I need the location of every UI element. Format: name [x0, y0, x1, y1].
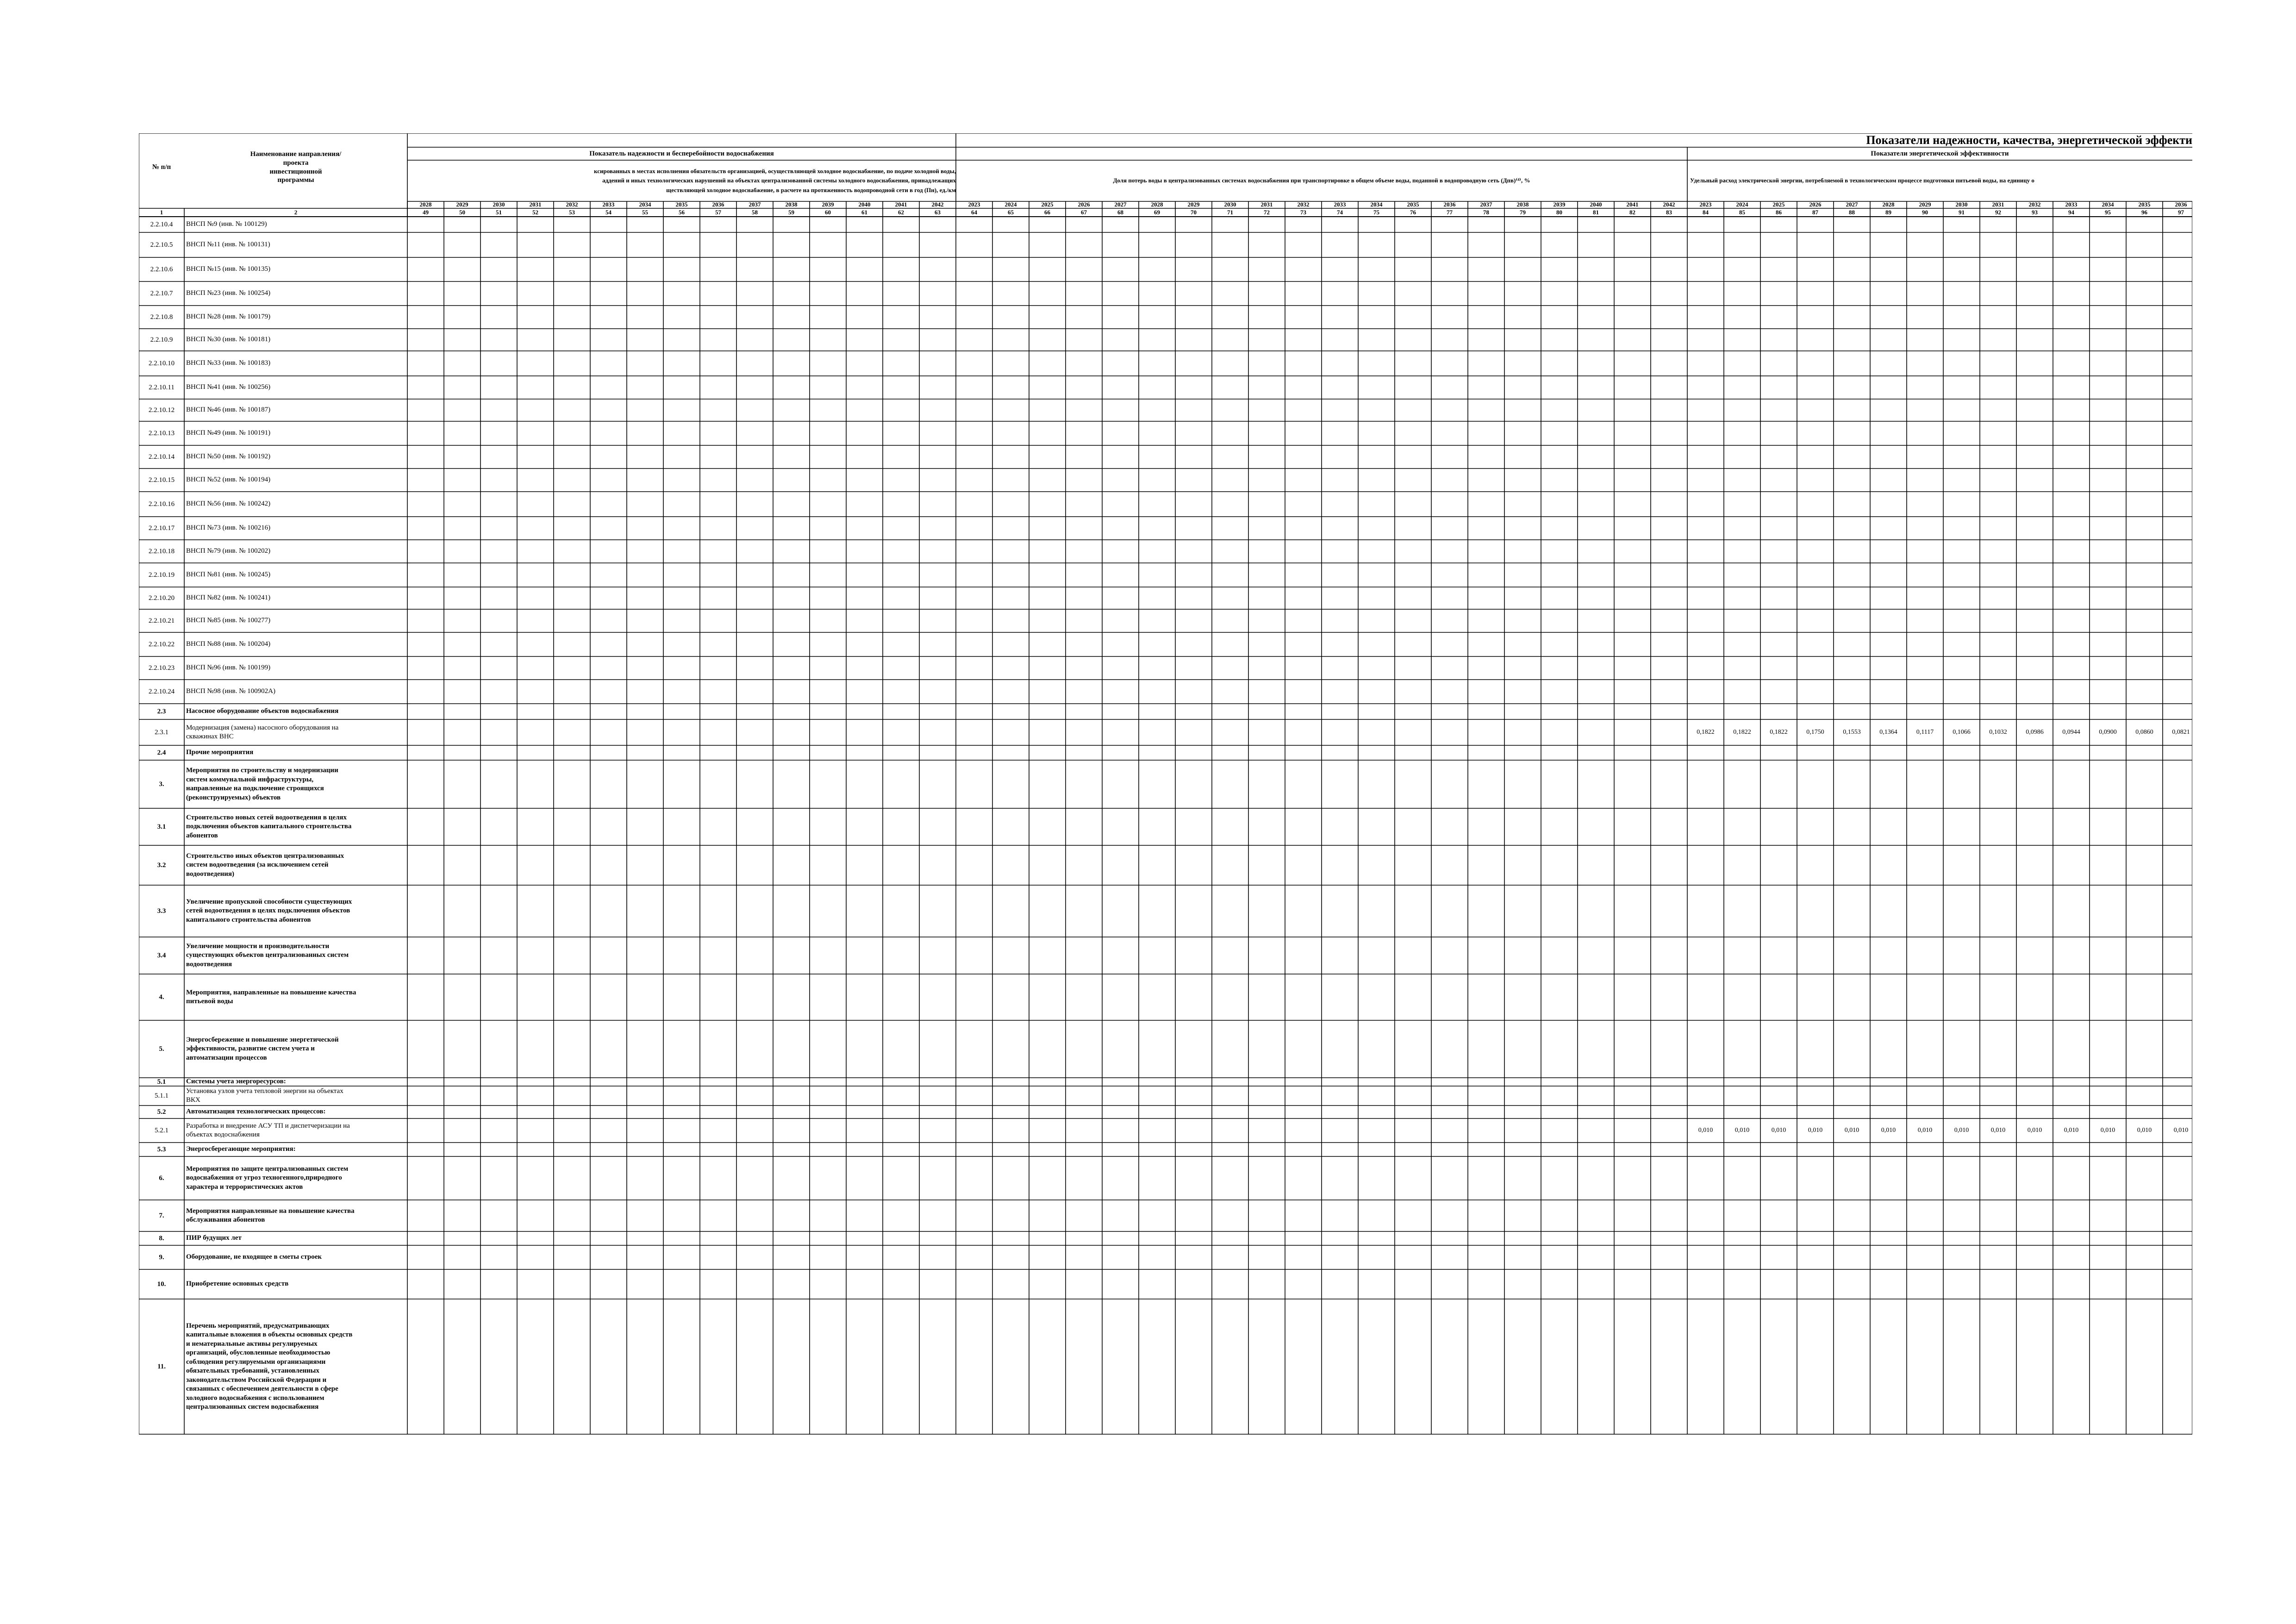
year-header-g2-12: 2035 — [1407, 201, 1419, 208]
row-code: 9. — [159, 1253, 164, 1261]
column-number-g2-0: 64 — [971, 208, 977, 216]
row-name: Строительство иных объектов централизованных систем водоотведения (за исключением сетей водоотведения) — [186, 852, 344, 878]
year-header-g2-2: 2025 — [1041, 201, 1054, 208]
row-code: 2.2.10.8 — [150, 313, 173, 321]
column-number-g3-4: 88 — [1849, 208, 1855, 216]
row-number-header: № п/п — [152, 163, 171, 171]
column-number-g3-13: 97 — [2178, 208, 2184, 216]
year-header-g3-13: 2036 — [2175, 201, 2187, 208]
energy-consumption-indicator-description: Удельный расход электрической энергии, потребляемой в технологическом процессе подготовки питьевой воды, на единицу о — [1690, 177, 2034, 184]
column-number-g3-9: 93 — [2032, 208, 2038, 216]
row-name: Насосное оборудование объектов водоснабжения — [186, 707, 339, 715]
row-code: 2.2.10.24 — [148, 687, 175, 695]
column-number-g2-16: 80 — [1556, 208, 1562, 216]
water-losses-indicator-description: Доля потерь воды в централизованных системах водоснабжения при транспортировке в общем объеме воды, поданной в водопроводную сеть (Дпв)⁽⁴⁾, % — [1113, 177, 1530, 184]
year-header-g3-9: 2032 — [2028, 201, 2041, 208]
investment-program-table — [139, 133, 2192, 1493]
row-code: 2.4 — [157, 749, 166, 756]
energy-value-cell: 0,1117 — [1916, 729, 1934, 736]
row-code: 2.2.10.17 — [148, 524, 175, 532]
column-number-g3-2: 86 — [1776, 208, 1782, 216]
year-header-g3-0: 2023 — [1699, 201, 1712, 208]
column-number-g3-11: 95 — [2105, 208, 2111, 216]
reliability-indicator-description: ксированных в местах исполнения обязательств организацией, осуществляющей холодное водоснабжение, по подаче холодной воды, аддений и иных технологических нарушений на объектах централизованной системы холодного водоснабжения, принадлежащих ществляющей холодное водоснабжение, в расчете на протяженность водопроводной сети в год (Пн), ед./км — [594, 168, 956, 194]
row-name: ВНСП №52 (инв. № 100194) — [186, 476, 271, 484]
row-name: Мероприятия по защите централизованных систем водоснабжения от угроз техногенного,природного характера и террористических актов — [186, 1165, 349, 1191]
row-code: 3.4 — [157, 951, 166, 959]
row-code: 6. — [159, 1174, 164, 1182]
column-number-g3-0: 84 — [1703, 208, 1709, 216]
row-code: 4. — [159, 993, 164, 1001]
row-name: ВНСП №56 (инв. № 100242) — [186, 500, 271, 508]
column-number-g2-10: 74 — [1337, 208, 1343, 216]
energy-value-cell: 0,010 — [1734, 1127, 1750, 1134]
column-number-g2-11: 75 — [1373, 208, 1379, 216]
column-number-2: 2 — [294, 208, 298, 216]
column-number-g2-14: 78 — [1483, 208, 1489, 216]
row-code: 2.2.10.7 — [150, 289, 173, 297]
row-code: 10. — [157, 1280, 166, 1288]
energy-value-cell: 0,010 — [2100, 1127, 2115, 1134]
row-name: ВНСП №15 (инв. № 100135) — [186, 265, 271, 273]
row-name: Увеличение пропускной способности существующих сетей водоотведения в целях подключения объектов капитального строительства абонентов — [186, 898, 352, 924]
year-header-g2-9: 2032 — [1297, 201, 1310, 208]
row-name: ВНСП №81 (инв. № 100245) — [186, 571, 271, 579]
column-number-g3-12: 96 — [2141, 208, 2147, 216]
row-name: ВНСП №28 (инв. № 100179) — [186, 313, 271, 321]
energy-value-cell: 0,010 — [2027, 1127, 2042, 1134]
row-code: 3.2 — [157, 861, 166, 869]
row-name: ВНСП №82 (инв. № 100241) — [186, 594, 271, 602]
year-header-g3-12: 2035 — [2138, 201, 2151, 208]
year-header-g1-8: 2036 — [712, 201, 724, 208]
year-header-g1-4: 2032 — [566, 201, 578, 208]
row-code: 2.2.10.23 — [148, 664, 175, 672]
year-header-g2-13: 2036 — [1443, 201, 1456, 208]
year-header-g1-12: 2040 — [858, 201, 871, 208]
row-code: 7. — [159, 1212, 164, 1219]
column-number-g2-15: 79 — [1520, 208, 1526, 216]
column-number-g1-12: 61 — [861, 208, 867, 216]
row-name: ВНСП №85 (инв. № 100277) — [186, 617, 271, 625]
year-header-g2-17: 2040 — [1590, 201, 1602, 208]
row-code: 5.1.1 — [155, 1092, 168, 1099]
energy-value-cell: 0,010 — [1917, 1127, 1933, 1134]
column-number-g3-5: 89 — [1885, 208, 1891, 216]
year-header-g2-7: 2030 — [1224, 201, 1236, 208]
row-code: 2.2.10.15 — [148, 476, 175, 484]
column-number-g3-8: 92 — [1995, 208, 2001, 216]
energy-value-cell: 0,0986 — [2026, 729, 2044, 736]
year-header-g2-5: 2028 — [1151, 201, 1163, 208]
row-code: 5.2.1 — [155, 1126, 168, 1134]
column-number-g2-1: 65 — [1008, 208, 1014, 216]
row-name: Модернизация (замена) насосного оборудования на скважинах ВНС — [186, 724, 339, 740]
column-number-g1-10: 59 — [788, 208, 794, 216]
row-name: ВНСП №33 (инв. № 100183) — [186, 359, 271, 367]
energy-value-cell: 0,0944 — [2062, 729, 2080, 736]
column-number-g2-8: 72 — [1264, 208, 1270, 216]
row-code: 5.3 — [157, 1145, 166, 1153]
column-number-g1-5: 54 — [605, 208, 611, 216]
year-header-g2-15: 2038 — [1516, 201, 1529, 208]
year-header-g1-11: 2039 — [822, 201, 834, 208]
row-name: ВНСП №23 (инв. № 100254) — [186, 289, 271, 297]
year-header-g1-3: 2031 — [529, 201, 542, 208]
energy-value-cell: 0,010 — [2173, 1127, 2189, 1134]
column-number-g2-19: 83 — [1666, 208, 1672, 216]
row-name: Энергосберегающие мероприятия: — [186, 1145, 296, 1153]
row-name: ВНСП №79 (инв. № 100202) — [186, 547, 271, 555]
row-name: ВНСП №73 (инв. № 100216) — [186, 524, 271, 532]
column-number-g1-2: 51 — [496, 208, 502, 216]
column-number-g1-9: 58 — [752, 208, 758, 216]
row-name: ВНСП №49 (инв. № 100191) — [186, 429, 271, 437]
year-header-g1-7: 2035 — [675, 201, 688, 208]
year-header-g1-6: 2034 — [639, 201, 651, 208]
row-code: 2.2.10.5 — [150, 241, 173, 249]
row-name: ВНСП №46 (инв. № 100187) — [186, 406, 271, 414]
energy-value-cell: 0,010 — [1990, 1127, 2006, 1134]
year-header-g2-16: 2039 — [1553, 201, 1566, 208]
year-header-g1-10: 2038 — [785, 201, 798, 208]
year-header-g2-1: 2024 — [1004, 201, 1017, 208]
year-header-g2-0: 2023 — [968, 201, 980, 208]
column-number-g3-7: 91 — [1959, 208, 1965, 216]
year-header-g3-4: 2027 — [1846, 201, 1858, 208]
energy-value-cell: 0,1553 — [1843, 729, 1861, 736]
row-code: 2.2.10.14 — [148, 453, 175, 461]
energy-value-cell: 0,0821 — [2172, 729, 2190, 736]
row-name: Оборудование, не входящее в сметы строек — [186, 1253, 322, 1261]
row-code: 2.2.10.20 — [148, 594, 175, 602]
year-header-g3-1: 2024 — [1736, 201, 1748, 208]
row-name: ВНСП №41 (инв. № 100256) — [186, 383, 271, 391]
column-number-g2-6: 70 — [1191, 208, 1197, 216]
year-header-g3-11: 2034 — [2102, 201, 2114, 208]
year-header-g3-5: 2028 — [1882, 201, 1895, 208]
year-header-g1-0: 2028 — [419, 201, 432, 208]
energy-value-cell: 0,1822 — [1697, 729, 1715, 736]
column-number-g3-6: 90 — [1922, 208, 1928, 216]
table-title: Показатели надежности, качества, энергетической эффекти — [1866, 133, 2192, 147]
row-code: 2.2.10.4 — [150, 220, 173, 228]
row-name: Энергосбережение и повышение энергетической эффективности, развитие систем учета и автоматизации процессов — [186, 1036, 339, 1062]
row-name: Мероприятия, направленные на повышение качества питьевой воды — [186, 988, 356, 1005]
year-header-g3-10: 2033 — [2065, 201, 2078, 208]
row-name: ВНСП №30 (инв. № 100181) — [186, 336, 271, 344]
energy-value-cell: 0,010 — [1771, 1127, 1786, 1134]
row-code: 2.2.10.9 — [150, 336, 173, 344]
row-code: 2.2.10.21 — [148, 617, 175, 625]
column-number-g1-3: 52 — [532, 208, 538, 216]
row-name: Перечень мероприятий, предусматривающих капитальные вложения в объекты основных средств и нематериальные активы регулируемых организаций, обусловленные необходимостью соблюдения регулируемыми организациями обязательных требований, установленных законодательством Российской Федерации и связанных с обеспечением деятельности в сфере холодного водоснабжения с использованием централизованных систем водоснабжения — [186, 1322, 353, 1411]
year-header-g2-6: 2029 — [1187, 201, 1200, 208]
column-number-g2-2: 66 — [1044, 208, 1050, 216]
row-name: Системы учета энергоресурсов: — [186, 1078, 286, 1086]
column-number-g1-13: 62 — [898, 208, 904, 216]
row-name: ВНСП №96 (инв. № 100199) — [186, 664, 271, 672]
row-name: Автоматизация технологических процессов: — [186, 1108, 326, 1116]
column-number-g1-14: 63 — [935, 208, 941, 216]
row-code: 2.2.10.18 — [148, 547, 175, 555]
year-header-g2-18: 2041 — [1626, 201, 1639, 208]
year-header-g2-8: 2031 — [1260, 201, 1273, 208]
group-energy-header: Показатели энергетической эффективности — [1871, 150, 2009, 157]
year-header-g2-11: 2034 — [1370, 201, 1383, 208]
year-header-g2-3: 2026 — [1078, 201, 1090, 208]
column-number-g2-12: 76 — [1410, 208, 1416, 216]
column-number-g3-3: 87 — [1812, 208, 1818, 216]
energy-value-cell: 0,1822 — [1733, 729, 1751, 736]
row-name: ВНСП №9 (инв. № 100129) — [186, 220, 267, 228]
year-header-g1-5: 2033 — [602, 201, 615, 208]
column-number-g2-4: 68 — [1117, 208, 1123, 216]
column-number-g2-13: 77 — [1447, 208, 1453, 216]
energy-value-cell: 0,010 — [1698, 1127, 1713, 1134]
column-number-g2-5: 69 — [1154, 208, 1160, 216]
row-code: 11. — [157, 1362, 166, 1370]
energy-value-cell: 0,1032 — [1989, 729, 2007, 736]
column-number-g2-18: 82 — [1629, 208, 1635, 216]
row-code: 8. — [159, 1234, 164, 1242]
column-number-g1-7: 56 — [679, 208, 685, 216]
year-header-g2-10: 2033 — [1334, 201, 1346, 208]
energy-value-cell: 0,010 — [2137, 1127, 2152, 1134]
row-name: Приобретение основных средств — [186, 1280, 289, 1288]
energy-value-cell: 0,010 — [2064, 1127, 2079, 1134]
energy-value-cell: 0,1364 — [1879, 729, 1897, 736]
row-name: Строительство новых сетей водоотведения в целях подключения объектов капитального строительства абонентов — [186, 813, 352, 839]
column-number-g3-10: 94 — [2068, 208, 2074, 216]
row-code: 2.2.10.19 — [148, 571, 175, 579]
year-header-g1-14: 2042 — [931, 201, 944, 208]
year-header-g3-7: 2030 — [1955, 201, 1968, 208]
row-code: 2.2.10.12 — [148, 406, 175, 414]
row-code: 2.2.10.22 — [148, 640, 175, 648]
column-number-g1-1: 50 — [459, 208, 465, 216]
year-header-g2-14: 2037 — [1480, 201, 1492, 208]
row-name: ВНСП №88 (инв. № 100204) — [186, 640, 271, 648]
row-code: 3.1 — [157, 823, 166, 831]
row-name: Разработка и внедрение АСУ ТП и диспетчеризации на объектах водоснабжения — [186, 1122, 350, 1138]
energy-value-cell: 0,1750 — [1806, 729, 1824, 736]
column-number-g2-3: 67 — [1081, 208, 1087, 216]
row-code: 2.2.10.16 — [148, 500, 175, 508]
year-header-g3-3: 2026 — [1809, 201, 1822, 208]
row-name: Увеличение мощности и производительности существующих объектов централизованных систем водоотведения — [186, 942, 349, 968]
year-header-g3-6: 2029 — [1919, 201, 1931, 208]
row-code: 5.2 — [157, 1108, 166, 1116]
column-number-g2-7: 71 — [1227, 208, 1233, 216]
row-name: Мероприятия по строительству и модернизации систем коммунальной инфраструктуры, направленные на подключение строящихся (реконструируемых) объектов — [186, 767, 338, 801]
row-code: 2.2.10.6 — [150, 265, 173, 273]
row-code: 2.2.10.11 — [149, 383, 175, 391]
year-header-g2-4: 2027 — [1114, 201, 1127, 208]
row-code: 2.3 — [157, 707, 166, 715]
year-header-g3-2: 2025 — [1772, 201, 1785, 208]
row-name: Установка узлов учета тепловой энергии на объектах ВКХ — [186, 1087, 343, 1104]
column-number-g1-6: 55 — [642, 208, 648, 216]
row-name: ВНСП №50 (инв. № 100192) — [186, 453, 271, 461]
row-name: ВНСП №11 (инв. № 100131) — [186, 241, 270, 249]
group-reliability-header: Показатель надежности и бесперебойности водоснабжения — [589, 150, 774, 157]
row-name: ВНСП №98 (инв. № 100902А) — [186, 687, 276, 695]
row-name: Мероприятия направленные на повышение качества обслуживания абонентов — [186, 1207, 355, 1224]
row-code: 2.2.10.13 — [148, 429, 175, 437]
row-code: 3. — [159, 780, 164, 788]
row-code: 5.1 — [157, 1078, 166, 1086]
row-code: 3.3 — [157, 907, 166, 915]
year-header-g1-9: 2037 — [749, 201, 761, 208]
column-number-g1-0: 49 — [423, 208, 429, 216]
energy-value-cell: 0,010 — [1954, 1127, 1969, 1134]
year-header-g1-2: 2030 — [493, 201, 505, 208]
year-header-g1-1: 2029 — [456, 201, 468, 208]
row-name: ПИР будущих лет — [186, 1234, 242, 1242]
row-code: 5. — [159, 1045, 164, 1053]
column-number-g2-17: 81 — [1593, 208, 1599, 216]
energy-value-cell: 0,1822 — [1770, 729, 1788, 736]
row-code: 2.3.1 — [155, 728, 168, 736]
column-number-g2-9: 73 — [1300, 208, 1306, 216]
column-number-1: 1 — [160, 208, 163, 216]
row-name: Прочие мероприятия — [186, 749, 254, 756]
energy-value-cell: 0,010 — [1844, 1127, 1859, 1134]
energy-value-cell: 0,1066 — [1953, 729, 1971, 736]
year-header-g2-19: 2042 — [1663, 201, 1675, 208]
column-number-g1-11: 60 — [825, 208, 831, 216]
row-code: 2.2.10.10 — [148, 359, 175, 367]
name-column-header: Наименование направления/ проекта инвестиционной программы — [250, 150, 342, 184]
energy-value-cell: 0,010 — [1808, 1127, 1823, 1134]
column-number-g1-4: 53 — [569, 208, 575, 216]
year-header-g3-8: 2031 — [1992, 201, 2004, 208]
year-header-g1-13: 2041 — [895, 201, 907, 208]
energy-value-cell: 0,010 — [1881, 1127, 1896, 1134]
energy-value-cell: 0,0860 — [2135, 729, 2153, 736]
table-grid — [139, 133, 2192, 1493]
energy-value-cell: 0,0900 — [2099, 729, 2117, 736]
column-number-g1-8: 57 — [715, 208, 721, 216]
column-number-g3-1: 85 — [1739, 208, 1745, 216]
